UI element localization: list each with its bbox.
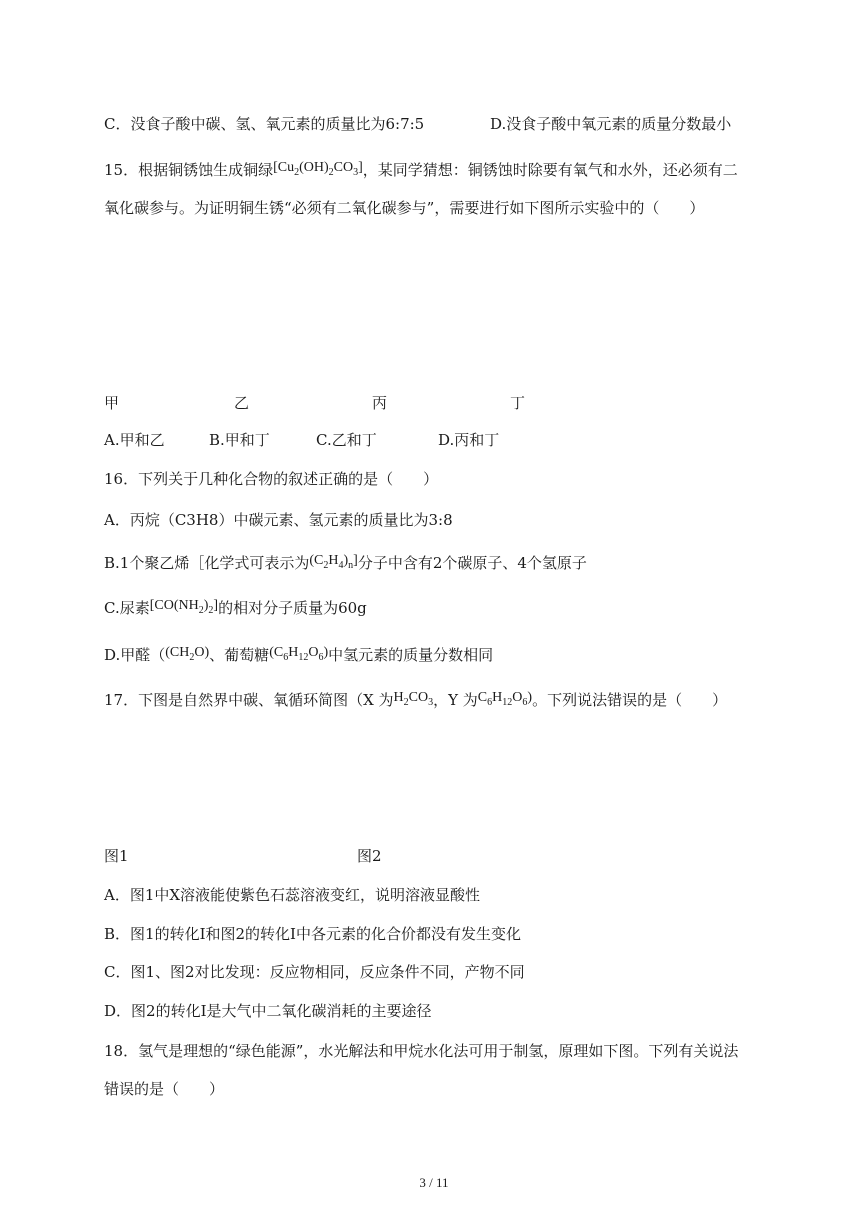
q16-d-post: 中氢元素的质量分数相同: [328, 646, 494, 664]
q16-b-pre: B.1个聚乙烯［化学式可表示为: [104, 554, 310, 572]
q16-stem: 16．下列关于几种化合物的叙述正确的是（ ）: [104, 470, 439, 488]
q17-option-b: B．图1的转化I和图2的转化I中各元素的化合价都没有发生变化: [104, 925, 521, 943]
q16-c-formula: $[CO(NH_2)_2]$: [149, 598, 219, 616]
q14-option-d: D.没食子酸中氧元素的质量分数最小: [490, 115, 732, 133]
q16-option-b: [104, 553, 587, 580]
q16-b-post: 分子中含有2个碳原子、4个氢原子: [357, 554, 587, 572]
q17-x-formula: $H_2CO_3$: [393, 690, 434, 708]
q16-d-formula1: $(CH_2O)$: [165, 645, 210, 663]
q17-option-c: C．图1、图2对比发现：反应物相同，反应条件不同，产物不同: [104, 963, 525, 981]
q16-option-a: A．丙烷（C3H8）中碳元素、氢元素的质量比为3:8: [104, 511, 453, 529]
q14-option-c: C．没食子酸中碳、氢、氧元素的质量比为6:7:5: [104, 115, 425, 133]
q17-y-formula: $C_6H_{12}O_6$): [477, 690, 533, 708]
q16-option-d: [104, 645, 493, 672]
q15-option-c: C.乙和丁: [316, 431, 377, 449]
q15-formula: $[Cu_2(OH)_2CO_3]$: [273, 160, 363, 178]
q15-option-b: B.甲和丁: [209, 431, 270, 449]
q16-c-post: 的相对分子质量为60g: [218, 599, 367, 617]
q15-option-a: A.甲和乙: [104, 431, 165, 449]
q16-d-mid: 、葡萄糖: [209, 646, 270, 664]
q15-fig-label-yi: 乙: [234, 394, 250, 412]
q17-stem-pre: 17．下图是自然界中碳、氧循环简图（X 为: [104, 691, 394, 709]
q15-stem-line1: [104, 160, 738, 187]
q15-stem-text-b: ，某同学猜想：铜锈蚀时除要有氧气和水外，还必须有二: [362, 161, 738, 179]
q15-stem-text-a: 15．根据铜锈蚀生成铜绿: [104, 161, 274, 179]
q17-stem-post: 。下列说法错误的是（ ）: [532, 691, 728, 709]
q15-fig-label-bing: 丙: [372, 394, 388, 412]
q17-option-a: A．图1中X溶液能使紫色石蕊溶液变红，说明溶液显酸性: [104, 886, 481, 904]
q16-d-formula2: $(C_6H_{12}O_6)$: [269, 645, 329, 663]
q15-fig-label-ding: 丁: [510, 394, 526, 412]
q16-c-pre: C.尿素: [104, 599, 150, 617]
q15-option-d: D.丙和丁: [438, 431, 500, 449]
q17-fig1-label: 图1: [104, 847, 129, 865]
q15-stem-line2: 氧化碳参与。为证明铜生锈“必须有二氧化碳参与”，需要进行如下图所示实验中的（ ）: [104, 199, 705, 217]
q18-stem-line1: 18．氢气是理想的“绿色能源”，水光解法和甲烷水化法可用于制氢，原理如下图。下列有关说法: [104, 1042, 739, 1060]
q16-d-pre: D.甲醛（: [104, 646, 166, 664]
q17-option-d: D．图2的转化I是大气中二氧化碳消耗的主要途径: [104, 1002, 432, 1020]
q15-fig-label-jia: 甲: [104, 394, 120, 412]
q16-option-c: [104, 598, 367, 625]
page-number: 3 / 11: [419, 1175, 449, 1190]
q17-stem: [104, 690, 727, 717]
q17-fig2-label: 图2: [357, 847, 382, 865]
q16-b-formula: $(C_2H_4)_n$]: [309, 553, 358, 571]
q18-stem-line2: 错误的是（ ）: [104, 1080, 225, 1098]
q17-stem-mid: ，Y 为: [433, 691, 478, 709]
